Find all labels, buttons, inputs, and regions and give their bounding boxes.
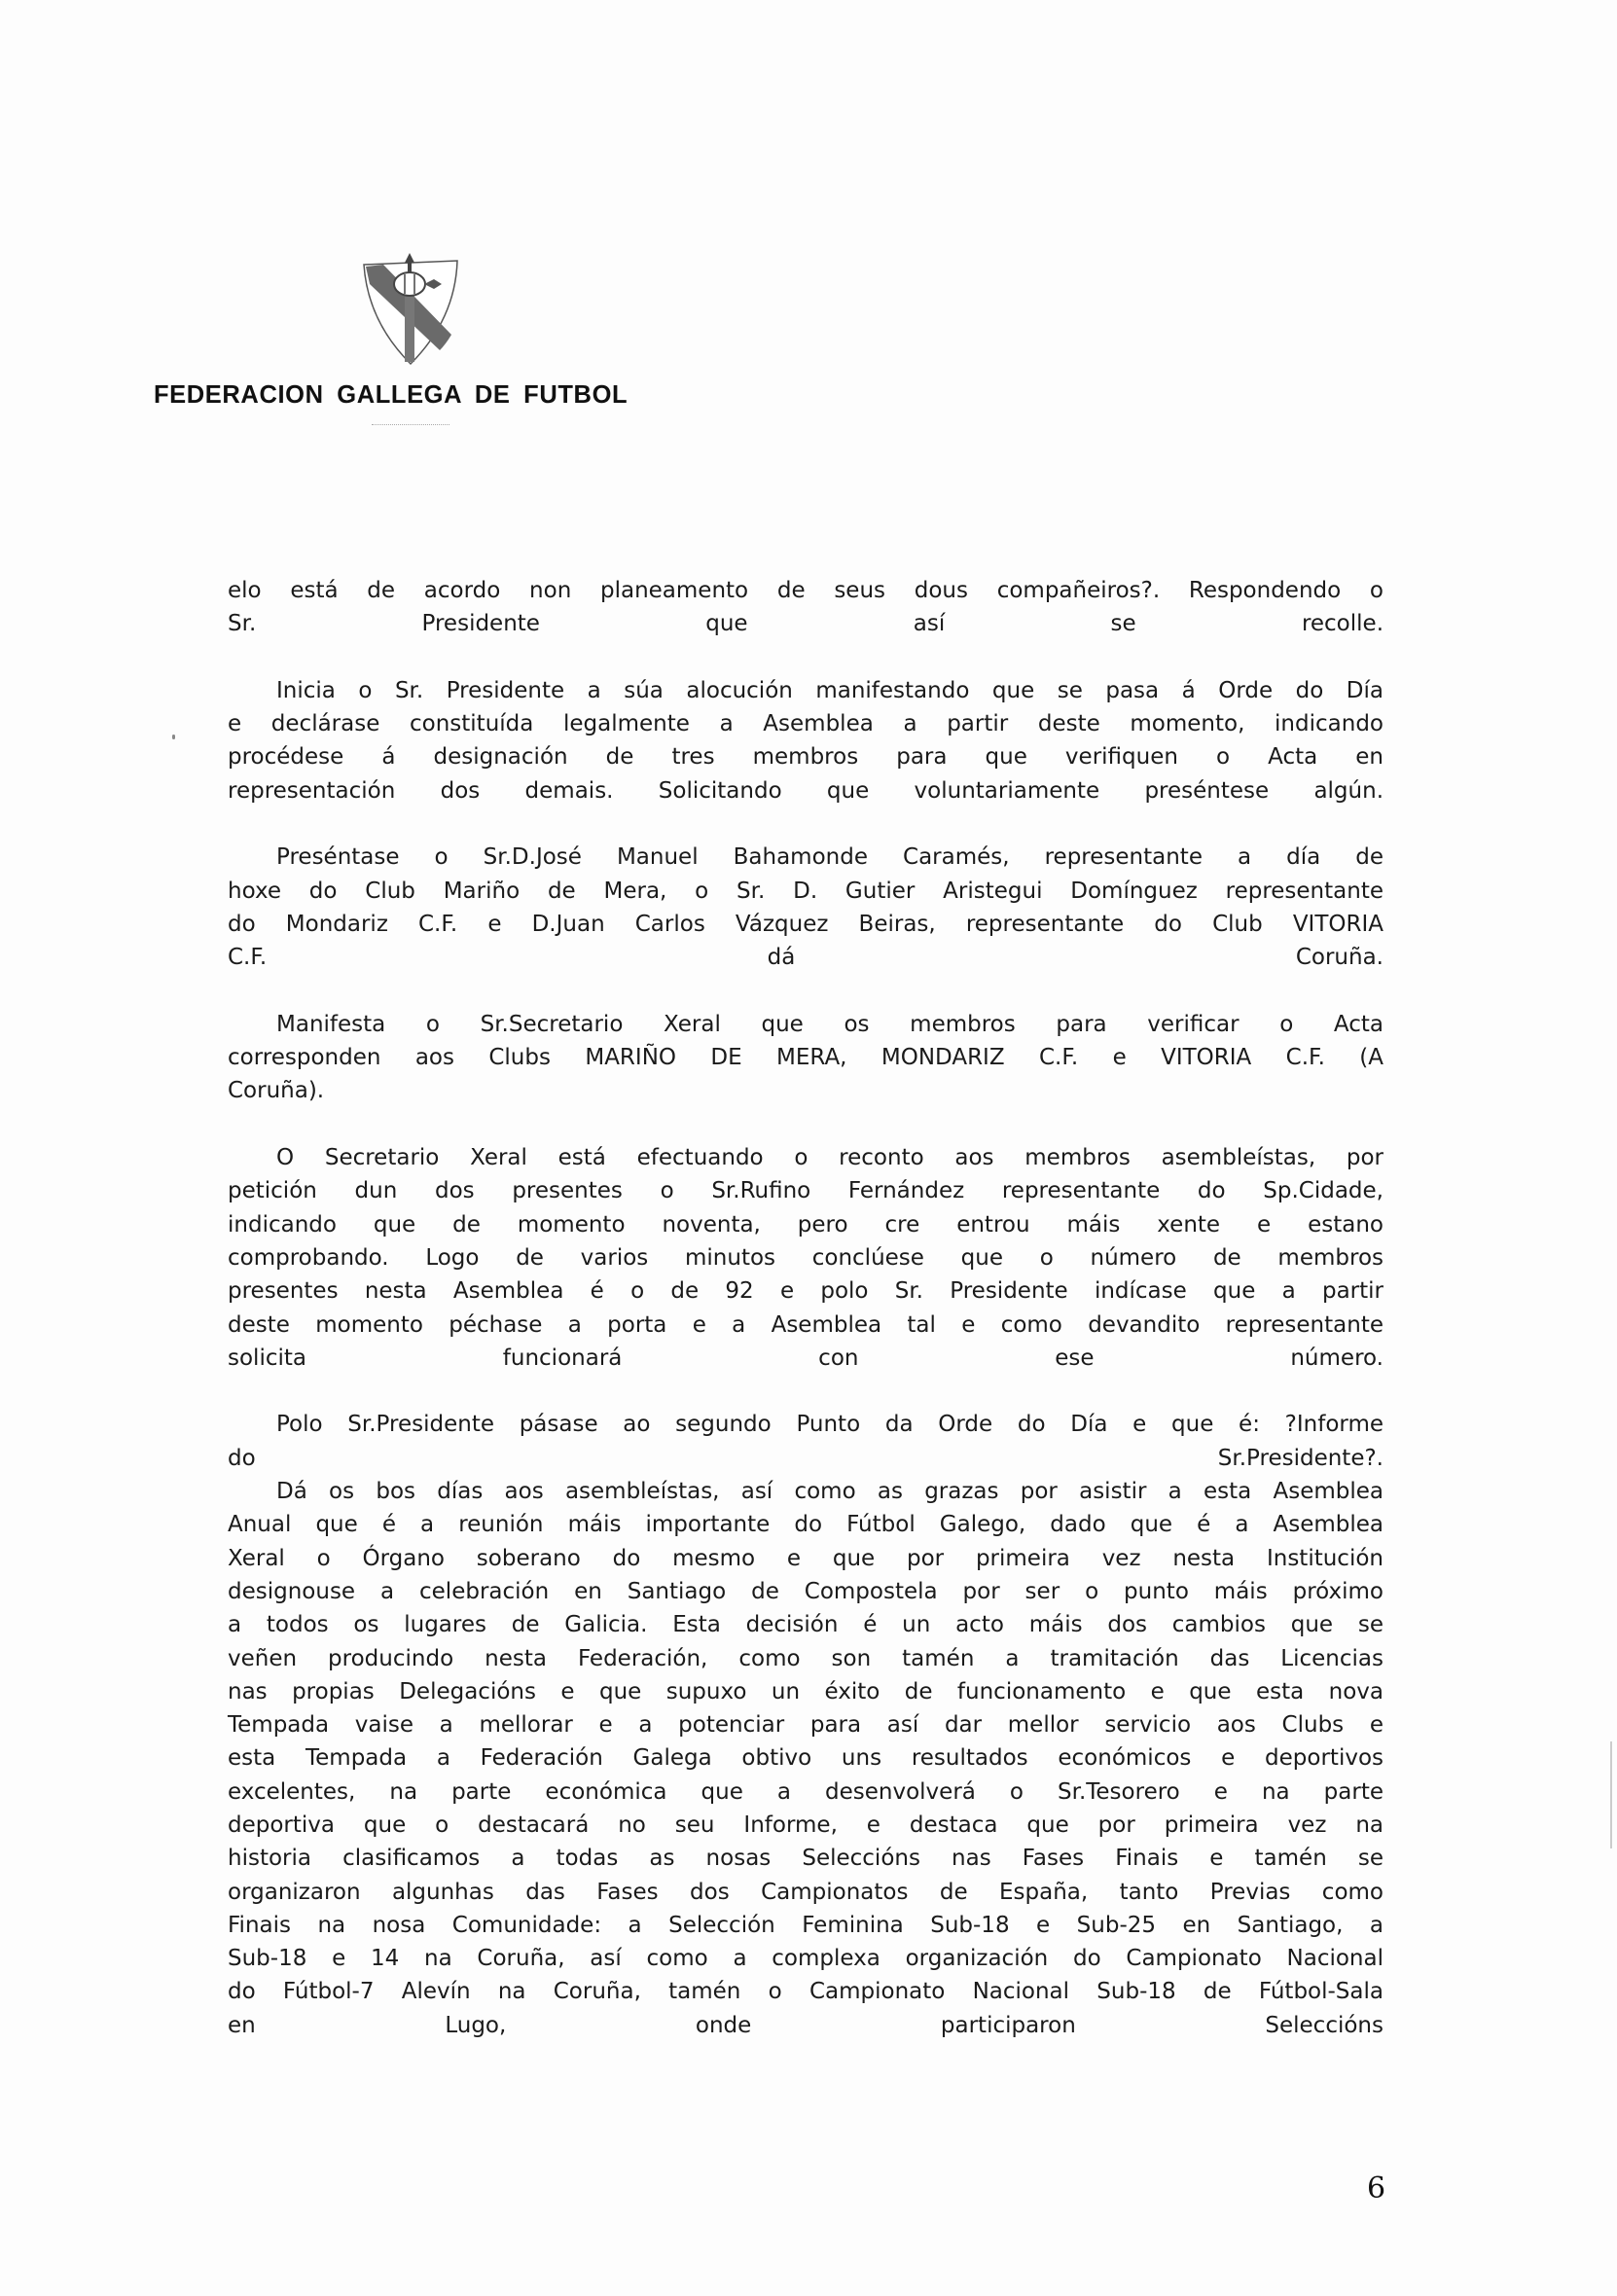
paragraph bbox=[228, 674, 1383, 807]
scan-mark bbox=[172, 735, 175, 739]
text-line: deste momento péchase a porta e a Asemblea tal e como devandito representante bbox=[228, 1311, 1383, 1338]
text-line: indicando que de momento noventa, pero cre entrou máis xente e estano bbox=[228, 1211, 1383, 1238]
scan-edge-artifact bbox=[1610, 1741, 1612, 1848]
text-line: organizaron algunhas das Fases dos Campionatos de España, tanto Previas como bbox=[228, 1879, 1383, 1905]
text-line: Anual que é a reunión máis importante do Fútbol Galego, dado que é a Asemblea bbox=[228, 1512, 1383, 1538]
text-line: a todos os lugares de Galicia. Esta decisión é un acto máis dos cambios que se bbox=[228, 1612, 1383, 1638]
organization-name: FEDERACION GALLEGA DE FUTBOL bbox=[154, 381, 629, 409]
paragraph bbox=[228, 1141, 1383, 1375]
paragraph bbox=[228, 574, 1383, 641]
text-line: Dá os bos días aos asembleístas, así como as grazas por asistir a esta Asemblea bbox=[276, 1479, 1383, 1505]
paragraph bbox=[228, 1008, 1383, 1108]
text-line: do Mondariz C.F. e D.Juan Carlos Vázquez Beiras, representante do Club VITORIA bbox=[228, 911, 1383, 937]
document-body bbox=[228, 574, 1383, 2075]
text-line: representación dos demais. Solicitando que voluntariamente preséntese algún. bbox=[228, 777, 1383, 804]
header-divider bbox=[372, 424, 449, 425]
text-line: Inicia o Sr. Presidente a súa alocución manifestando que se pasa á Orde do Día bbox=[276, 677, 1383, 703]
text-line: nas propias Delegacións e que supuxo un éxito de funcionamento e que esta nova bbox=[228, 1678, 1383, 1704]
paragraph bbox=[228, 841, 1383, 974]
text-line: deportiva que o destacará no seu Informe, e destaca que por primeira vez na bbox=[228, 1812, 1383, 1838]
text-line: Polo Sr.Presidente pásase ao segundo Punto da Orde do Día e que é: ?Informe bbox=[276, 1412, 1383, 1438]
text-line: C.F. dá Coruña. bbox=[228, 945, 1383, 971]
text-line: designouse a celebración en Santiago de Compostela por ser o punto máis próximo bbox=[228, 1578, 1383, 1604]
text-line: hoxe do Club Mariño de Mera, o Sr. D. Gutier Aristegui Domínguez representante bbox=[228, 878, 1383, 904]
text-line: en Lugo, onde participaron Seleccións bbox=[228, 2012, 1383, 2038]
text-line: Preséntase o Sr.D.José Manuel Bahamonde Caramés, representante a día de bbox=[276, 844, 1383, 871]
text-line: esta Tempada a Federación Galega obtivo uns resultados económicos e deportivos bbox=[228, 1745, 1383, 1772]
paragraph bbox=[228, 1408, 1383, 2042]
text-line: corresponden aos Clubs MARIÑO DE MERA, MONDARIZ C.F. e VITORIA C.F. (A bbox=[228, 1045, 1383, 1071]
text-line: excelentes, na parte económica que a desenvolverá o Sr.Tesorero e na parte bbox=[228, 1778, 1383, 1805]
text-line: do Sr.Presidente?. bbox=[228, 1445, 1383, 1471]
text-line: Coruña). bbox=[228, 1078, 325, 1104]
text-line: O Secretario Xeral está efectuando o reconto aos membros asembleístas, por bbox=[276, 1145, 1383, 1171]
text-line: comprobando. Logo de varios minutos conclúese que o número de membros bbox=[228, 1244, 1383, 1271]
text-line: Sub-18 e 14 na Coruña, así como a complexa organización do Campionato Nacional bbox=[228, 1946, 1383, 1972]
text-line: presentes nesta Asemblea é o de 92 e polo Sr. Presidente indícase que a partir bbox=[228, 1278, 1383, 1305]
text-line: Finais na nosa Comunidade: a Selección Feminina Sub-18 e Sub-25 en Santiago, a bbox=[228, 1912, 1383, 1938]
text-line: solicita funcionará con ese número. bbox=[228, 1345, 1383, 1371]
federation-crest-logo bbox=[356, 251, 465, 366]
text-line: petición dun dos presentes o Sr.Rufino Fernández representante do Sp.Cidade, bbox=[228, 1178, 1383, 1204]
text-line: elo está de acordo non planeamento de seus dous compañeiros?. Respondendo o bbox=[228, 578, 1383, 603]
text-line: e declárase constituída legalmente a Asemblea a partir deste momento, indicando bbox=[228, 711, 1383, 737]
text-line: historia clasificamos a todas as nosas Seleccións nas Fases Finais e tamén se bbox=[228, 1846, 1383, 1872]
text-line: veñen producindo nesta Federación, como son tamén a tramitación das Licencias bbox=[228, 1645, 1383, 1671]
text-line: Sr. Presidente que así se recolle. bbox=[228, 611, 1383, 637]
text-line: Manifesta o Sr.Secretario Xeral que os membros para verificar o Acta bbox=[276, 1011, 1383, 1037]
text-line: do Fútbol-7 Alevín na Coruña, tamén o Campionato Nacional Sub-18 de Fútbol-Sala bbox=[228, 1979, 1383, 2005]
text-line: Tempada vaise a mellorar e a potenciar para así dar mellor servicio aos Clubs e bbox=[228, 1712, 1383, 1739]
text-line: Xeral o Órgano soberano do mesmo e que por primeira vez nesta Institución bbox=[228, 1545, 1383, 1571]
text-line: procédese á designación de tres membros para que verifiquen o Acta en bbox=[228, 744, 1383, 771]
page-number: 6 bbox=[1367, 2171, 1386, 2206]
